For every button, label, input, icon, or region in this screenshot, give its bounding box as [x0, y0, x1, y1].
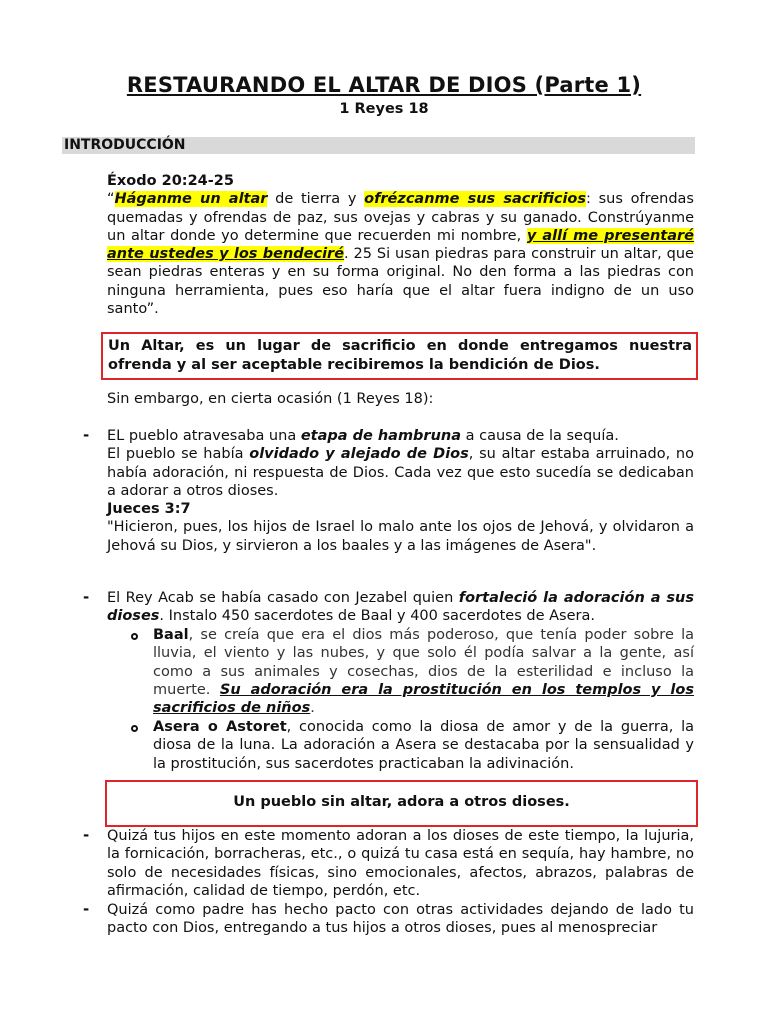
- exodo-text-3: . 25 Si usan piedras para construir un altar, que sean piedras enteras y en su forma original. No den forma a las piedras con ninguna herramienta, pues eso haría que el altar fuera indigno de un uso santo”.: [107, 246, 694, 318]
- bullet-dash: -: [83, 900, 90, 918]
- callout-box-altar: [101, 332, 698, 380]
- subpoint-baal: [153, 626, 694, 717]
- exodo-reference: Éxodo 20:24-25: [107, 173, 234, 189]
- asera-name: Asera o Astoret: [153, 719, 287, 735]
- emphasis-olvidado: olvidado y alejado de Dios: [249, 446, 469, 463]
- jueces-reference: Jueces 3:7: [107, 501, 191, 518]
- text: El Rey Acab se había casado con Jezabel quien: [107, 590, 459, 606]
- exodo-text-2: : sus ofrendas quemadas y ofrendas de paz, sus ovejas y cabras y su ganado. Constrúyanme un altar donde yo determine que recuerden mi nombre,: [107, 191, 694, 244]
- bullet-circle: [131, 725, 138, 732]
- quote-open: “: [107, 191, 115, 208]
- baal-name: Baal: [153, 627, 189, 643]
- callout-pueblo-text: Un pueblo sin altar, adora a otros dioses.: [233, 794, 570, 810]
- sin-embargo-line: Sin embargo, en cierta ocasión (1 Reyes 18):: [107, 391, 434, 407]
- callout-altar-text: Un Altar, es un lugar de sacrificio en donde entregamos nuestra ofrenda y al ser aceptable recibiremos la bendición de Dios.: [108, 338, 692, 373]
- callout-box-pueblo: [105, 780, 698, 827]
- emphasis-fortalecio: fortaleció la adoración a sus dioses: [107, 590, 695, 625]
- text: EL pueblo atravesaba una: [107, 428, 301, 444]
- text: a causa de la sequía.: [461, 428, 619, 444]
- exodo-quote: [107, 190, 694, 318]
- section-heading: INTRODUCCIÓN: [62, 137, 695, 154]
- jueces-quote: "Hicieron, pues, los hijos de Israel lo malo ante los ojos de Jehová, y olvidaron a Jehová su Dios, y sirvieron a los baales y a las imágenes de Asera".: [107, 519, 694, 554]
- point-acab: [107, 589, 694, 626]
- bullet-dash: -: [83, 426, 90, 444]
- point-hambruna: [107, 427, 694, 555]
- subpoint-asera: [153, 718, 694, 773]
- text: . Instalo 450 sacerdotes de Baal y 400 sacerdotes de Asera.: [159, 608, 595, 625]
- text: , su altar estaba arruinado, no había adoración, ni respuesta de Dios. Cada vez que esto sucedía se dedicaban a adorar a otros dioses.: [107, 446, 694, 499]
- text: El pueblo se había: [107, 446, 250, 463]
- text: , se creía que era el dios más poderoso, que tenía poder sobre la lluvia, el viento y las nubes, y que solo él podía salvar a la gente, así como a sus animales y cosechas, dios de la esterilidad e incluso la muerte.: [153, 627, 694, 698]
- point-hijos: Quizá tus hijos en este momento adoran a los dioses de este tiempo, la lujuria, la fornicación, borracheras, etc., o quizá tu casa está en sequía, hay hambre, no solo de necesidades físicas, sino emocionales, afectos, abrazos, palabras de afirmación, calidad de tiempo, perdón, etc.: [107, 828, 694, 899]
- highlight-bendecire: y allí me presentaré ante ustedes y los bendeciré: [107, 227, 694, 263]
- bullet-dash: -: [83, 588, 90, 606]
- point-padre: Quizá como padre has hecho pacto con otras actividades dejando de lado tu pacto con Dios, entregando a tus hijos a otros dioses, pues al menospreciar: [107, 902, 694, 937]
- point-hambruna-line1: [107, 427, 694, 445]
- emphasis-baal-adoracion: Su adoración era la prostitución en los templos y los sacrificios de niños: [153, 681, 694, 717]
- page-subtitle: 1 Reyes 18: [339, 101, 429, 117]
- text: , conocida como la diosa de amor y de la guerra, la diosa de la luna. La adoración a Asera se destacaba por la sensualidad y la prostitución, sus sacerdotes practicaban la adivinación.: [153, 719, 694, 772]
- exodo-passage: [107, 172, 694, 318]
- bullet-dash: -: [83, 826, 90, 844]
- emphasis-hambruna: etapa de hambruna: [300, 428, 462, 444]
- exodo-text-1: de tierra y: [267, 191, 365, 208]
- point-olvidado: [107, 445, 694, 500]
- text: .: [310, 700, 315, 717]
- highlight-sacrificios: ofrézcanme sus sacrificios: [364, 191, 587, 208]
- highlight-altar: Háganme un altar: [114, 191, 268, 208]
- page-title: RESTAURANDO EL ALTAR DE DIOS (Parte 1): [126, 73, 642, 97]
- bullet-circle: [131, 633, 138, 640]
